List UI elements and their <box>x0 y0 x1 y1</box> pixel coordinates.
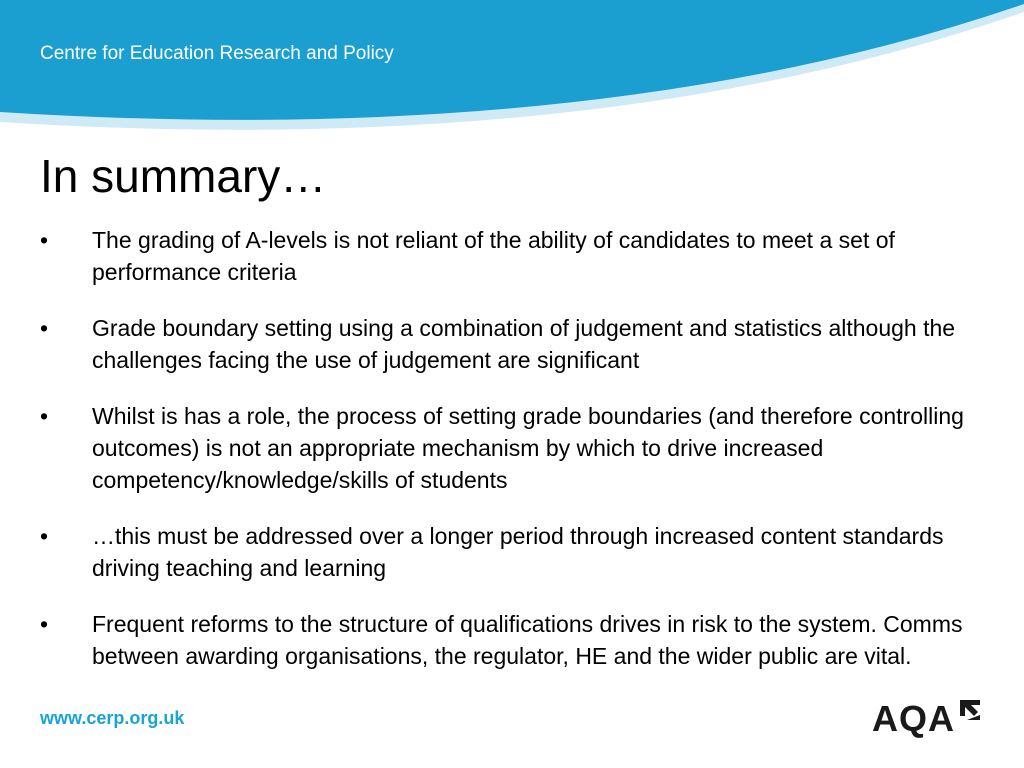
bullet-item <box>40 608 990 672</box>
bullet-text: Whilst is has a role, the process of setting grade boundaries (and therefore controlling outcomes) is not an appropriate mechanism by which to drive increased competency/knowledge/skills of students <box>92 403 964 493</box>
bullet-marker: • <box>40 315 49 341</box>
aqa-logo <box>872 698 984 740</box>
aqa-logo-mark-icon <box>958 698 982 722</box>
bullet-marker: • <box>40 403 49 429</box>
bullet-marker: • <box>40 227 49 253</box>
bullet-item <box>40 400 990 496</box>
footer-website-link[interactable]: www.cerp.org.uk <box>40 708 185 728</box>
bullet-text: …this must be addressed over a longer period through increased content standards driving teaching and learning <box>92 523 944 581</box>
aqa-logo-text: AQA <box>872 698 955 739</box>
slide-title: In summary… <box>40 150 327 202</box>
header-organisation: Centre for Education Research and Policy <box>40 43 394 64</box>
bullet-list <box>40 224 990 696</box>
header-band <box>0 0 1024 135</box>
bullet-item <box>40 224 990 288</box>
bullet-marker: • <box>40 523 49 549</box>
bullet-text: The grading of A-levels is not reliant of the ability of candidates to meet a set of performance criteria <box>92 227 895 285</box>
bullet-item <box>40 520 990 584</box>
bullet-item <box>40 312 990 376</box>
bullet-text: Grade boundary setting using a combination of judgement and statistics although the challenges facing the use of judgement are significant <box>92 315 956 373</box>
bullet-marker: • <box>40 611 49 637</box>
bullet-text: Frequent reforms to the structure of qualifications drives in risk to the system. Comms between awarding organisations, the regulator, HE and the wider public are vital. <box>92 611 963 669</box>
